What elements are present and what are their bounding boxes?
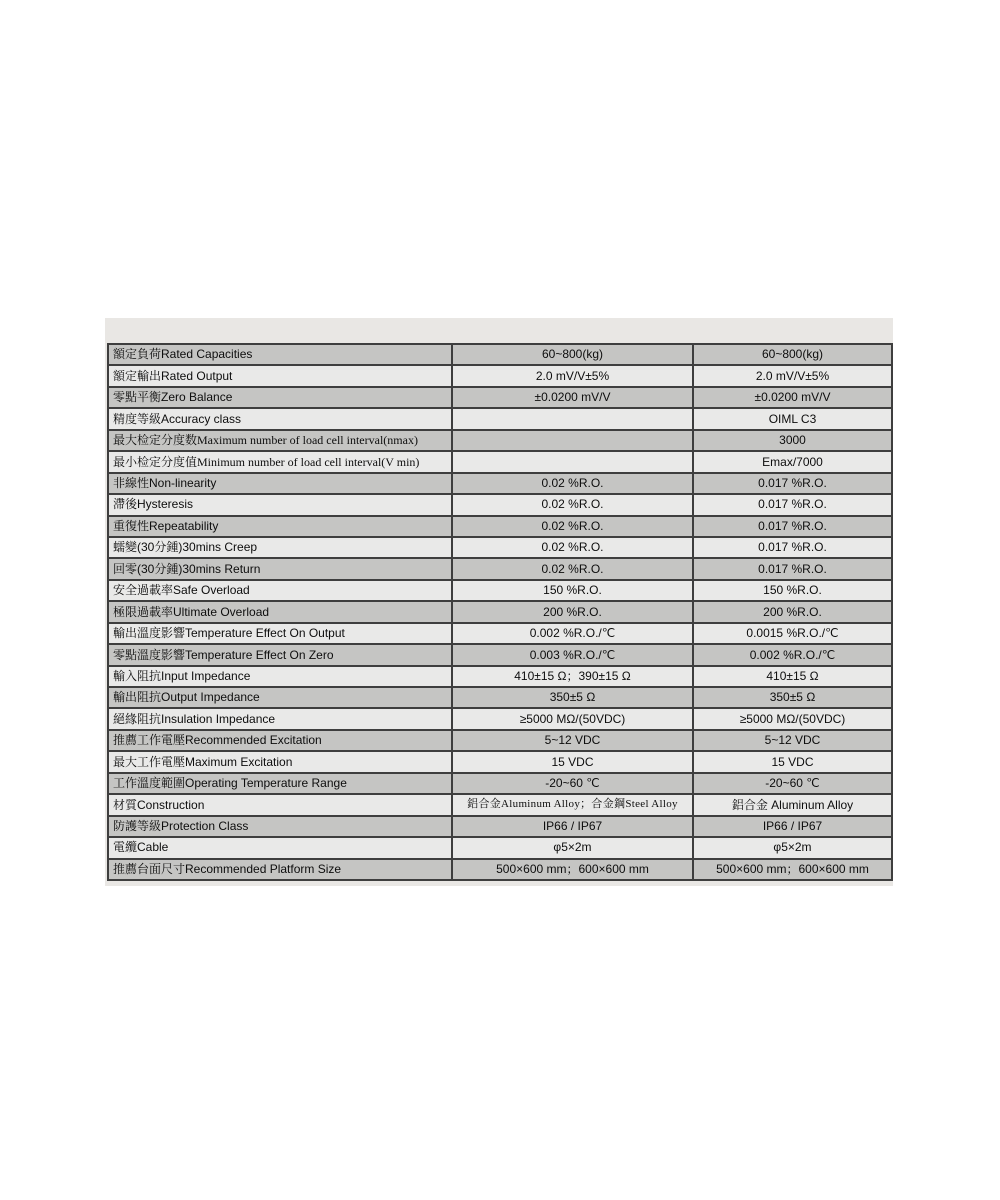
table-row — [108, 837, 892, 858]
table-row — [108, 751, 892, 772]
spec-value-col1: 2.0 mV/V±5% — [452, 365, 693, 386]
spec-parameter-label: 非線性Non-linearity — [108, 473, 452, 494]
spec-value-col1: 5~12 VDC — [452, 730, 693, 751]
spec-value-col1: 15 VDC — [452, 751, 693, 772]
spec-parameter-label: 零點溫度影響Temperature Effect On Zero — [108, 644, 452, 665]
spec-value-col1: IP66 / IP67 — [452, 816, 693, 837]
table-row — [108, 601, 892, 622]
spec-table-body — [108, 344, 892, 880]
table-row — [108, 623, 892, 644]
spec-value-col1: 150 %R.O. — [452, 580, 693, 601]
spec-value-col2: φ5×2m — [693, 837, 892, 858]
table-row — [108, 516, 892, 537]
table-row — [108, 430, 892, 451]
spec-value-col1: -20~60 ℃ — [452, 773, 693, 794]
spec-value-col2: 500×600 mm；600×600 mm — [693, 859, 892, 881]
spec-value-col1: 500×600 mm；600×600 mm — [452, 859, 693, 881]
table-row — [108, 687, 892, 708]
spec-value-col2: 0.017 %R.O. — [693, 516, 892, 537]
spec-parameter-label: 電纜Cable — [108, 837, 452, 858]
spec-parameter-label: 最小检定分度值Minimum number of load cell interval(V min) — [108, 451, 452, 472]
spec-value-col2: 3000 — [693, 430, 892, 451]
spec-parameter-label: 材質Construction — [108, 794, 452, 815]
table-row — [108, 794, 892, 815]
table-row — [108, 773, 892, 794]
spec-value-col1: 0.02 %R.O. — [452, 558, 693, 579]
spec-value-col1: 60~800(kg) — [452, 344, 693, 365]
spec-parameter-label: 推薦工作電壓Recommended Excitation — [108, 730, 452, 751]
spec-value-col2: 鋁合金 Aluminum Alloy — [693, 794, 892, 815]
spec-value-col1: 0.003 %R.O./℃ — [452, 644, 693, 665]
spec-value-col1: φ5×2m — [452, 837, 693, 858]
spec-value-col2: -20~60 ℃ — [693, 773, 892, 794]
spec-value-col1: 200 %R.O. — [452, 601, 693, 622]
spec-value-col2: 0.017 %R.O. — [693, 494, 892, 515]
spec-parameter-label: 輸入阻抗Input Impedance — [108, 666, 452, 687]
table-row — [108, 387, 892, 408]
spec-value-col2: 2.0 mV/V±5% — [693, 365, 892, 386]
spec-value-col1: ±0.0200 mV/V — [452, 387, 693, 408]
table-row — [108, 451, 892, 472]
spec-parameter-label: 額定負荷Rated Capacities — [108, 344, 452, 365]
spec-value-col1 — [452, 430, 693, 451]
spec-parameter-label: 輸出溫度影響Temperature Effect On Output — [108, 623, 452, 644]
spec-value-col2: OIML C3 — [693, 408, 892, 429]
table-row — [108, 730, 892, 751]
table-row — [108, 580, 892, 601]
spec-parameter-label: 輸出阻抗Output Impedance — [108, 687, 452, 708]
spec-parameter-label: 安全過載率Safe Overload — [108, 580, 452, 601]
spec-value-col1: 0.02 %R.O. — [452, 473, 693, 494]
spec-value-col2: 410±15 Ω — [693, 666, 892, 687]
spec-value-col1: 350±5 Ω — [452, 687, 693, 708]
spec-table — [107, 343, 893, 881]
spec-parameter-label: 極限過載率Ultimate Overload — [108, 601, 452, 622]
spec-value-col1: 410±15 Ω；390±15 Ω — [452, 666, 693, 687]
spec-value-col1: 0.02 %R.O. — [452, 516, 693, 537]
spec-value-col2: 0.002 %R.O./℃ — [693, 644, 892, 665]
spec-value-col2: 15 VDC — [693, 751, 892, 772]
spec-parameter-label: 零點平衡Zero Balance — [108, 387, 452, 408]
spec-value-col1: ≥5000 MΩ/(50VDC) — [452, 708, 693, 729]
table-row — [108, 644, 892, 665]
spec-value-col2: 150 %R.O. — [693, 580, 892, 601]
spec-value-col2: 0.017 %R.O. — [693, 537, 892, 558]
table-row — [108, 708, 892, 729]
spec-value-col2: 350±5 Ω — [693, 687, 892, 708]
spec-parameter-label: 蠕變(30分鍾)30mins Creep — [108, 537, 452, 558]
table-row — [108, 558, 892, 579]
spec-value-col2: Emax/7000 — [693, 451, 892, 472]
spec-value-col2: ±0.0200 mV/V — [693, 387, 892, 408]
spec-value-col2: 200 %R.O. — [693, 601, 892, 622]
table-row — [108, 494, 892, 515]
spec-value-col2: 0.017 %R.O. — [693, 558, 892, 579]
spec-parameter-label: 重復性Repeatability — [108, 516, 452, 537]
table-row — [108, 408, 892, 429]
spec-parameter-label: 絕緣阻抗Insulation Impedance — [108, 708, 452, 729]
spec-value-col1 — [452, 451, 693, 472]
table-row — [108, 816, 892, 837]
spec-value-col1: 0.02 %R.O. — [452, 494, 693, 515]
spec-value-col1 — [452, 408, 693, 429]
table-row — [108, 666, 892, 687]
spec-value-col1: 0.02 %R.O. — [452, 537, 693, 558]
table-row — [108, 473, 892, 494]
table-row — [108, 344, 892, 365]
spec-parameter-label: 滯後Hysteresis — [108, 494, 452, 515]
spec-value-col2: 60~800(kg) — [693, 344, 892, 365]
spec-value-col1: 鋁合金Aluminum Alloy；合金鋼Steel Alloy — [452, 794, 693, 815]
spec-parameter-label: 推薦台面尺寸Recommended Platform Size — [108, 859, 452, 881]
spec-value-col2: 0.017 %R.O. — [693, 473, 892, 494]
spec-parameter-label: 最大检定分度数Maximum number of load cell interval(nmax) — [108, 430, 452, 451]
spec-parameter-label: 防護等級Protection Class — [108, 816, 452, 837]
table-row — [108, 859, 892, 881]
spec-sheet-panel — [105, 318, 893, 886]
table-row — [108, 365, 892, 386]
spec-parameter-label: 工作溫度範圍Operating Temperature Range — [108, 773, 452, 794]
spec-parameter-label: 回零(30分鍾)30mins Return — [108, 558, 452, 579]
spec-parameter-label: 額定輸出Rated Output — [108, 365, 452, 386]
table-row — [108, 537, 892, 558]
spec-value-col2: IP66 / IP67 — [693, 816, 892, 837]
spec-value-col1: 0.002 %R.O./℃ — [452, 623, 693, 644]
spec-parameter-label: 精度等級Accuracy class — [108, 408, 452, 429]
spec-parameter-label: 最大工作電壓Maximum Excitation — [108, 751, 452, 772]
spec-value-col2: 0.0015 %R.O./℃ — [693, 623, 892, 644]
spec-value-col2: ≥5000 MΩ/(50VDC) — [693, 708, 892, 729]
spec-value-col2: 5~12 VDC — [693, 730, 892, 751]
